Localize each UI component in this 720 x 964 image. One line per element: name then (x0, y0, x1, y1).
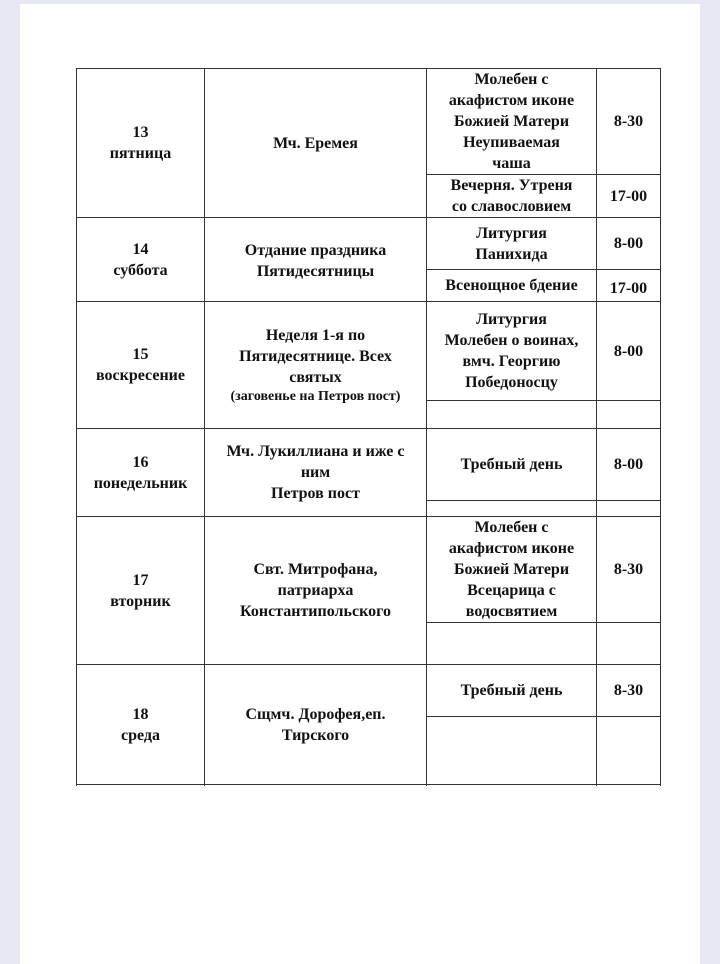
service-line: Молебен о воинах, (444, 332, 579, 349)
subrow-divider (426, 400, 661, 401)
date-cell (77, 665, 204, 784)
saint-line: Неделя 1-я по (265, 326, 366, 344)
weekday: среда (121, 726, 160, 744)
saint-cell (205, 429, 426, 516)
service-line: Требный день (460, 456, 563, 473)
weekday: пятница (109, 145, 172, 162)
service-line: акафистом иконе (448, 92, 575, 109)
weekday: воскресение (96, 367, 185, 384)
saint-line: Петров пост (271, 485, 360, 502)
service-cell (427, 517, 596, 622)
service-cell (427, 665, 596, 716)
service-cell (427, 270, 596, 301)
saint-line: Пятидесятнице. Всех (239, 347, 392, 365)
service-time: 8-00 (613, 235, 644, 252)
service-line: Вечерня. Утреня (450, 177, 573, 194)
saint-line: Мч. Лукиллиана и иже с (226, 443, 405, 460)
time-cell (597, 429, 660, 500)
saint-note: (заговенье на Петров пост) (230, 388, 401, 404)
saint-line: святых (289, 368, 342, 386)
saint-line: Мч. Еремея (273, 134, 358, 152)
service-time: 8-00 (613, 342, 644, 360)
saint-line: Отдание праздника (244, 242, 387, 259)
subrow-divider (426, 622, 661, 623)
saint-line: Тирского (281, 726, 350, 744)
service-cell (427, 429, 596, 500)
time-cell (597, 665, 660, 716)
saint-cell (205, 302, 426, 428)
saint-cell (205, 665, 426, 784)
service-line: Молебен с (474, 71, 549, 88)
service-line: Литургия (476, 311, 547, 328)
time-cell (597, 517, 660, 622)
day-number: 17 (132, 571, 149, 589)
date-cell (77, 69, 204, 217)
time-cell (597, 175, 660, 217)
date-cell (77, 218, 204, 301)
service-line: Требный день (460, 682, 563, 699)
service-cell (427, 175, 596, 217)
service-cell (427, 302, 596, 400)
service-time: 17-00 (609, 187, 648, 205)
saint-line: Пятидесятницы (256, 263, 375, 280)
table-border-bottom (76, 784, 661, 785)
service-time: 17-00 (609, 280, 648, 297)
saint-line: Сщмч. Дорофея,еп. (245, 705, 386, 723)
time-cell (597, 69, 660, 174)
day-number: 15 (132, 346, 149, 363)
service-line: водосвятием (465, 603, 558, 620)
weekday: вторник (110, 592, 171, 610)
time-cell (597, 302, 660, 400)
saint-cell (205, 69, 426, 217)
saint-line: патриарха (277, 582, 354, 599)
date-cell (77, 517, 204, 664)
service-time: 8-30 (613, 561, 644, 578)
date-cell (77, 429, 204, 516)
date-cell (77, 302, 204, 428)
subrow-divider (426, 500, 661, 501)
service-cell (427, 218, 596, 269)
service-time: 8-30 (613, 113, 644, 130)
service-line: чаша (492, 155, 531, 172)
table-border-right (660, 68, 661, 786)
service-line: Панихида (475, 245, 548, 263)
service-line: со славословием (451, 198, 572, 215)
day-number: 13 (132, 124, 149, 141)
subrow-divider (426, 716, 661, 717)
service-line: Победоносцу (465, 374, 558, 391)
service-line: Всецарица с (467, 582, 556, 599)
saint-cell (205, 517, 426, 664)
day-number: 16 (132, 453, 149, 471)
service-line: акафистом иконе (448, 540, 575, 557)
service-time: 8-30 (613, 682, 644, 699)
service-line: вмч. Георгию (462, 353, 561, 370)
day-number: 14 (132, 240, 149, 258)
weekday: понедельник (93, 474, 188, 492)
service-line: Божией Матери (453, 561, 570, 578)
saint-line: ним (300, 464, 331, 481)
weekday: суббота (113, 261, 168, 279)
service-line: Молебен с (474, 519, 549, 536)
service-time: 8-00 (613, 456, 644, 473)
service-line: Литургия (476, 224, 547, 242)
document-page (20, 4, 700, 964)
day-number: 18 (132, 705, 149, 723)
service-line: Всенощное бдение (445, 277, 578, 294)
saint-cell (205, 218, 426, 301)
saint-line: Константипольского (240, 603, 391, 620)
service-cell (427, 69, 596, 174)
service-line: Неупиваемая (463, 134, 560, 151)
service-line: Божией Матери (453, 113, 570, 130)
time-cell (597, 218, 660, 269)
time-cell (597, 270, 660, 301)
saint-line: Свт. Митрофана, (253, 561, 378, 578)
